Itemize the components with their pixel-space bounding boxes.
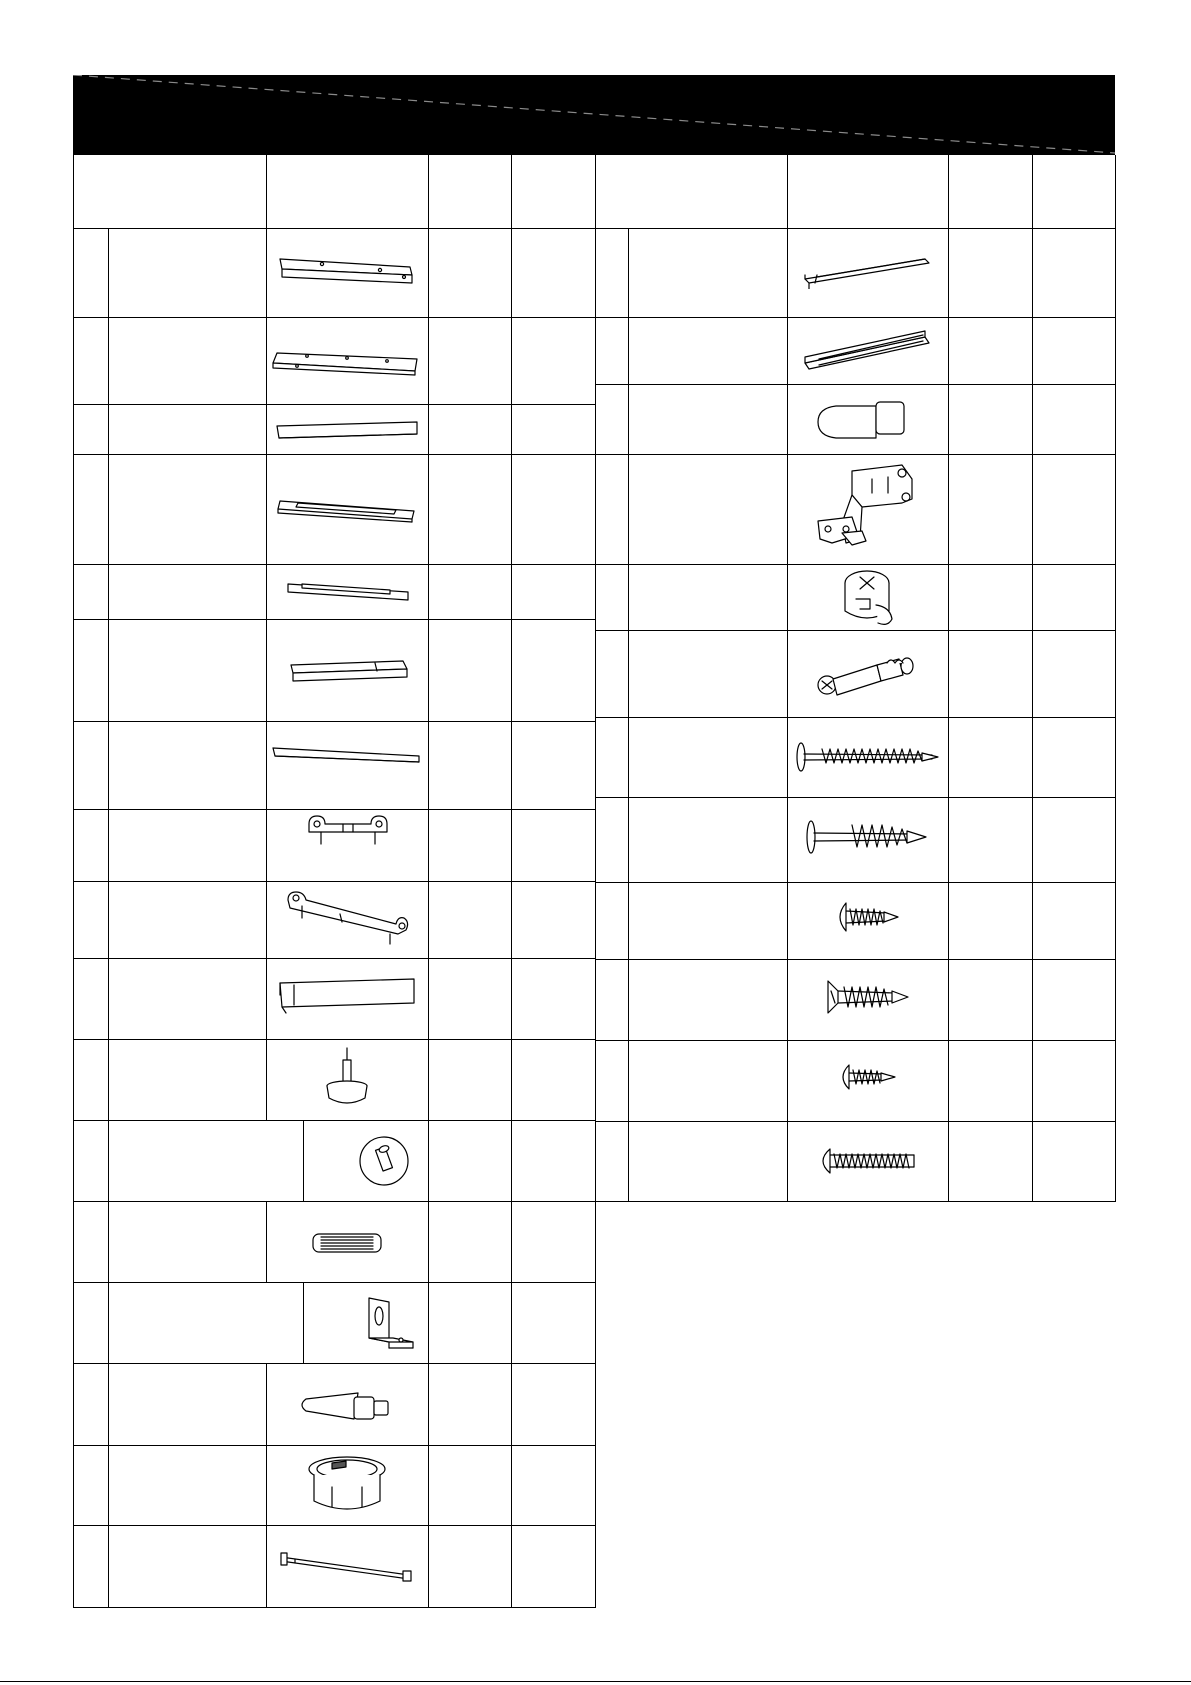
nail-glide-icon xyxy=(317,1042,377,1112)
long-bracket-icon xyxy=(280,886,414,948)
right-row-name xyxy=(628,630,787,717)
handle-icon xyxy=(274,973,420,1017)
right-row-id xyxy=(595,228,628,317)
qty-divider xyxy=(948,155,949,1201)
cam-bolt-icon xyxy=(807,651,927,701)
drawing-divider xyxy=(787,155,788,1201)
drawing-divider xyxy=(266,1525,267,1607)
right-row-id xyxy=(595,454,628,564)
drawing-divider xyxy=(266,809,267,881)
right-header-qty-b xyxy=(1032,155,1115,228)
drawing-divider xyxy=(266,619,267,721)
rail-icon xyxy=(282,576,412,606)
right-row-id xyxy=(595,384,628,454)
drawing-divider xyxy=(266,881,267,958)
right-row-id xyxy=(595,1121,628,1201)
back-sheet-icon xyxy=(269,742,425,770)
right-row-name xyxy=(628,454,787,564)
left-row-name xyxy=(108,958,266,1039)
hinge-icon xyxy=(812,459,922,559)
left-row-id xyxy=(73,228,108,317)
left-row-id xyxy=(73,619,108,721)
pan-head-screw-icon xyxy=(832,897,902,937)
left-row-name xyxy=(108,228,266,317)
left-row-id xyxy=(73,317,108,404)
drawing-divider xyxy=(266,454,267,564)
board-icon xyxy=(267,341,427,381)
right-row-id xyxy=(595,317,628,384)
channel-rail-icon xyxy=(799,323,935,373)
right-row-id xyxy=(595,882,628,959)
left-row-id xyxy=(73,454,108,564)
left-row-id xyxy=(73,564,108,619)
left-row-id xyxy=(73,1363,108,1445)
drawing-divider xyxy=(266,958,267,1039)
right-row-name xyxy=(628,384,787,454)
page-bottom-rule xyxy=(0,1681,1191,1682)
shelf-icon xyxy=(283,655,411,685)
dowel-icon xyxy=(307,1228,387,1258)
left-row-id xyxy=(73,881,108,958)
right-row-id xyxy=(595,630,628,717)
right-row-name xyxy=(628,797,787,882)
frame-panel-icon xyxy=(272,489,422,529)
left-header-qty-b xyxy=(511,155,595,228)
right-row-id xyxy=(595,564,628,630)
right-header-name xyxy=(595,155,787,228)
left-row-name xyxy=(108,809,266,881)
drawer-slide-icon xyxy=(799,249,935,289)
angle-bracket-icon xyxy=(349,1292,419,1356)
left-header-qty-a xyxy=(428,155,511,228)
right-table-border xyxy=(1115,155,1116,1202)
right-row-name xyxy=(628,317,787,384)
left-header-name xyxy=(73,155,266,228)
left-row-name xyxy=(108,1282,303,1363)
cam-lock-icon xyxy=(832,565,902,629)
left-row-name xyxy=(108,317,266,404)
right-header-drawing xyxy=(787,155,948,228)
left-row-id xyxy=(73,1201,108,1282)
left-row-id xyxy=(73,958,108,1039)
drawing-divider xyxy=(266,1445,267,1525)
right-header-qty-a xyxy=(948,155,1032,228)
panel-icon xyxy=(272,249,422,289)
flat-head-screw-icon xyxy=(822,975,912,1019)
left-row-name xyxy=(108,1120,303,1201)
left-row-name xyxy=(108,1363,266,1445)
left-row-name xyxy=(108,1201,266,1282)
drawing-divider xyxy=(266,564,267,619)
right-row-name xyxy=(628,1121,787,1201)
right-row-name xyxy=(628,717,787,797)
drawing-divider xyxy=(266,228,267,317)
left-row-name xyxy=(108,1039,266,1120)
short-bracket-icon xyxy=(299,810,395,854)
drawing-divider xyxy=(266,1039,267,1120)
drawing-divider xyxy=(266,1363,267,1445)
right-row-name xyxy=(628,564,787,630)
right-row-id xyxy=(595,959,628,1040)
left-row-id xyxy=(73,1120,108,1201)
small-screw-icon xyxy=(835,1059,899,1095)
thin-board-icon xyxy=(271,416,423,444)
left-row-name xyxy=(108,454,266,564)
right-row-id xyxy=(595,717,628,797)
left-row-name xyxy=(108,881,266,958)
dashed-diagonal-line xyxy=(73,75,1115,155)
shelf-support-icon xyxy=(812,394,922,444)
left-row-name xyxy=(108,1525,266,1607)
drawing-divider xyxy=(266,1201,267,1282)
shelf-pin-icon xyxy=(292,1383,402,1427)
left-row-name xyxy=(108,619,266,721)
left-row-name xyxy=(108,1445,266,1525)
drawing-divider xyxy=(303,1120,304,1201)
right-row-name xyxy=(628,882,787,959)
drawing-divider xyxy=(266,721,267,809)
left-row-name xyxy=(108,404,266,454)
right-row-id xyxy=(595,1040,628,1121)
left-row-id xyxy=(73,1039,108,1120)
right-row-name xyxy=(628,228,787,317)
left-row-id xyxy=(73,721,108,809)
right-row-name xyxy=(628,959,787,1040)
left-row-id xyxy=(73,809,108,881)
header-band xyxy=(73,75,1115,155)
left-row-id xyxy=(73,1445,108,1525)
washer-icon xyxy=(357,1134,411,1188)
qty-divider xyxy=(1032,155,1033,1201)
left-row-id xyxy=(73,404,108,454)
left-row-id xyxy=(73,1282,108,1363)
left-row-name xyxy=(108,564,266,619)
row-line xyxy=(73,1607,595,1608)
right-row-id xyxy=(595,797,628,882)
drawing-divider xyxy=(303,1282,304,1363)
grommet-icon xyxy=(302,1451,392,1521)
left-row-id xyxy=(73,1525,108,1607)
right-row-name xyxy=(628,1040,787,1121)
long-screw-icon xyxy=(792,737,942,777)
left-header-drawing xyxy=(266,155,428,228)
medium-screw-icon xyxy=(802,815,932,859)
drawing-divider xyxy=(266,404,267,454)
row-line xyxy=(595,1201,1115,1202)
left-row-name xyxy=(108,721,266,809)
machine-screw-icon xyxy=(812,1143,922,1179)
hanging-rod-icon xyxy=(275,1549,419,1585)
